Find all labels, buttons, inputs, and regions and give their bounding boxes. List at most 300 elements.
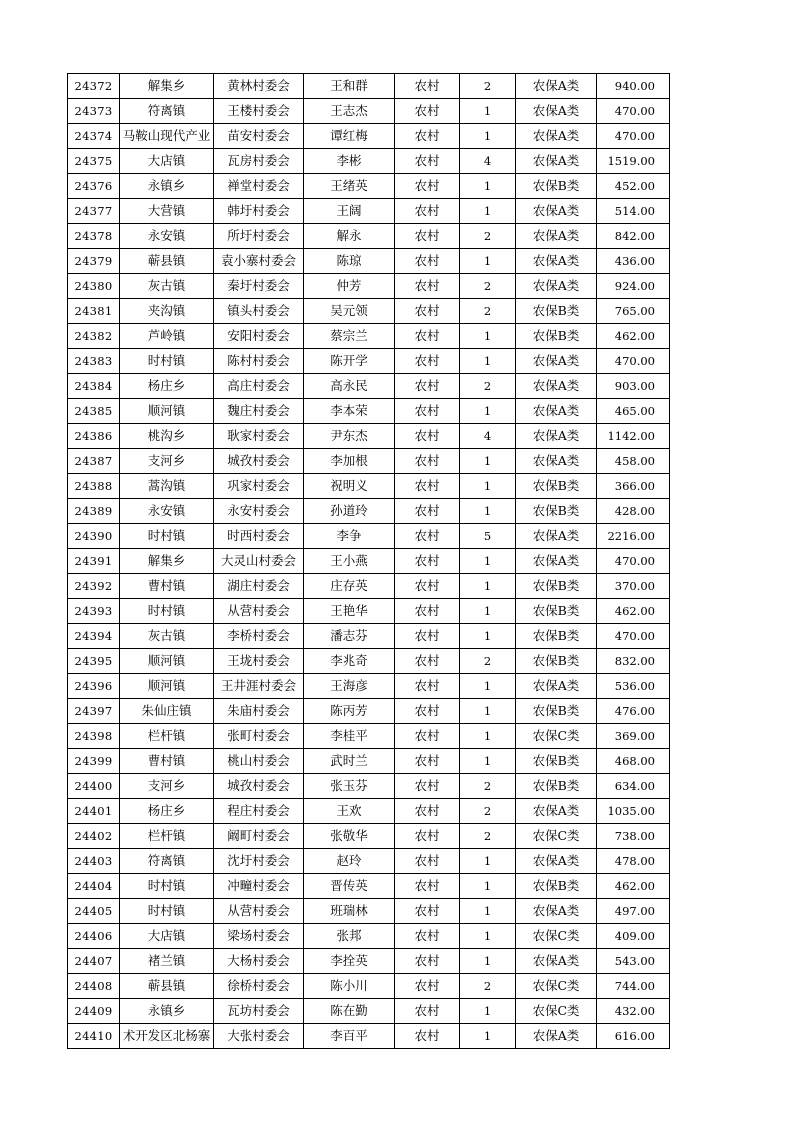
household-count-cell: 1: [460, 874, 516, 899]
table-row: [68, 849, 670, 874]
data-table: [67, 73, 670, 1049]
amount-cell: 436.00: [597, 249, 670, 274]
amount-cell: 468.00: [597, 749, 670, 774]
name-cell: 赵玲: [304, 849, 395, 874]
amount-cell: 369.00: [597, 724, 670, 749]
area-type-cell: 农村: [395, 174, 460, 199]
area-type-cell: 农村: [395, 774, 460, 799]
township-cell: 永安镇: [120, 499, 214, 524]
row-id-cell: 24384: [68, 374, 120, 399]
household-count-cell: 1: [460, 399, 516, 424]
insurance-class-cell: 农保A类: [516, 549, 597, 574]
household-count-cell: 1: [460, 1024, 516, 1049]
area-type-cell: 农村: [395, 699, 460, 724]
table-row: [68, 549, 670, 574]
table-row: [68, 399, 670, 424]
insurance-class-cell: 农保B类: [516, 624, 597, 649]
table-row: [68, 274, 670, 299]
row-id-cell: 24375: [68, 149, 120, 174]
amount-cell: 940.00: [597, 74, 670, 99]
township-cell: 时村镇: [120, 899, 214, 924]
village-cell: 安阳村委会: [214, 324, 304, 349]
name-cell: 蔡宗兰: [304, 324, 395, 349]
table-row: [68, 249, 670, 274]
row-id-cell: 24402: [68, 824, 120, 849]
row-id-cell: 24376: [68, 174, 120, 199]
township-cell: 永安镇: [120, 224, 214, 249]
household-count-cell: 1: [460, 199, 516, 224]
township-cell: 曹村镇: [120, 574, 214, 599]
household-count-cell: 4: [460, 149, 516, 174]
insurance-class-cell: 农保A类: [516, 199, 597, 224]
area-type-cell: 农村: [395, 74, 460, 99]
table-row: [68, 624, 670, 649]
insurance-class-cell: 农保A类: [516, 949, 597, 974]
name-cell: 李本荣: [304, 399, 395, 424]
row-id-cell: 24373: [68, 99, 120, 124]
table-row: [68, 599, 670, 624]
area-type-cell: 农村: [395, 974, 460, 999]
table-row: [68, 374, 670, 399]
amount-cell: 738.00: [597, 824, 670, 849]
amount-cell: 458.00: [597, 449, 670, 474]
insurance-class-cell: 农保A类: [516, 899, 597, 924]
name-cell: 张玉芬: [304, 774, 395, 799]
township-cell: 支河乡: [120, 449, 214, 474]
township-cell: 蕲县镇: [120, 974, 214, 999]
amount-cell: 470.00: [597, 549, 670, 574]
township-cell: 朱仙庄镇: [120, 699, 214, 724]
township-cell: 灰古镇: [120, 624, 214, 649]
table-row: [68, 449, 670, 474]
row-id-cell: 24386: [68, 424, 120, 449]
household-count-cell: 1: [460, 624, 516, 649]
village-cell: 李桥村委会: [214, 624, 304, 649]
row-id-cell: 24408: [68, 974, 120, 999]
row-id-cell: 24396: [68, 674, 120, 699]
household-count-cell: 1: [460, 849, 516, 874]
area-type-cell: 农村: [395, 274, 460, 299]
insurance-class-cell: 农保A类: [516, 424, 597, 449]
village-cell: 秦圩村委会: [214, 274, 304, 299]
table-row: [68, 1024, 670, 1049]
household-count-cell: 2: [460, 299, 516, 324]
amount-cell: 452.00: [597, 174, 670, 199]
township-cell: 顺河镇: [120, 399, 214, 424]
township-cell: 杨庄乡: [120, 799, 214, 824]
insurance-class-cell: 农保A类: [516, 399, 597, 424]
village-cell: 韩圩村委会: [214, 199, 304, 224]
table-row: [68, 699, 670, 724]
township-cell: 顺河镇: [120, 649, 214, 674]
village-cell: 桃山村委会: [214, 749, 304, 774]
name-cell: 孙道玲: [304, 499, 395, 524]
insurance-class-cell: 农保B类: [516, 774, 597, 799]
insurance-class-cell: 农保B类: [516, 699, 597, 724]
table-row: [68, 149, 670, 174]
household-count-cell: 1: [460, 174, 516, 199]
village-cell: 王楼村委会: [214, 99, 304, 124]
village-cell: 大灵山村委会: [214, 549, 304, 574]
amount-cell: 470.00: [597, 349, 670, 374]
row-id-cell: 24372: [68, 74, 120, 99]
name-cell: 李加根: [304, 449, 395, 474]
area-type-cell: 农村: [395, 949, 460, 974]
row-id-cell: 24401: [68, 799, 120, 824]
insurance-class-cell: 农保C类: [516, 824, 597, 849]
township-cell: 杨庄乡: [120, 374, 214, 399]
area-type-cell: 农村: [395, 99, 460, 124]
household-count-cell: 1: [460, 574, 516, 599]
area-type-cell: 农村: [395, 624, 460, 649]
area-type-cell: 农村: [395, 574, 460, 599]
row-id-cell: 24398: [68, 724, 120, 749]
township-cell: 褚兰镇: [120, 949, 214, 974]
insurance-class-cell: 农保A类: [516, 224, 597, 249]
row-id-cell: 24381: [68, 299, 120, 324]
household-count-cell: 1: [460, 449, 516, 474]
household-count-cell: 1: [460, 599, 516, 624]
name-cell: 高永民: [304, 374, 395, 399]
row-id-cell: 24382: [68, 324, 120, 349]
household-count-cell: 1: [460, 499, 516, 524]
area-type-cell: 农村: [395, 224, 460, 249]
insurance-class-cell: 农保B类: [516, 874, 597, 899]
name-cell: 陈在勤: [304, 999, 395, 1024]
village-cell: 耿家村委会: [214, 424, 304, 449]
household-count-cell: 2: [460, 224, 516, 249]
table-row: [68, 824, 670, 849]
table-row: [68, 874, 670, 899]
amount-cell: 462.00: [597, 599, 670, 624]
row-id-cell: 24410: [68, 1024, 120, 1049]
name-cell: 陈丙芳: [304, 699, 395, 724]
insurance-class-cell: 农保B类: [516, 574, 597, 599]
village-cell: 朱庙村委会: [214, 699, 304, 724]
village-cell: 禅堂村委会: [214, 174, 304, 199]
name-cell: 仲芳: [304, 274, 395, 299]
village-cell: 所圩村委会: [214, 224, 304, 249]
table-row: [68, 524, 670, 549]
area-type-cell: 农村: [395, 524, 460, 549]
name-cell: 王艳华: [304, 599, 395, 624]
township-cell: 蕲县镇: [120, 249, 214, 274]
table-body: [68, 74, 670, 1049]
row-id-cell: 24377: [68, 199, 120, 224]
amount-cell: 1035.00: [597, 799, 670, 824]
area-type-cell: 农村: [395, 149, 460, 174]
name-cell: 陈琼: [304, 249, 395, 274]
table-row: [68, 899, 670, 924]
area-type-cell: 农村: [395, 999, 460, 1024]
area-type-cell: 农村: [395, 724, 460, 749]
amount-cell: 903.00: [597, 374, 670, 399]
household-count-cell: 2: [460, 74, 516, 99]
table-row: [68, 499, 670, 524]
township-cell: 芦岭镇: [120, 324, 214, 349]
village-cell: 城孜村委会: [214, 449, 304, 474]
table-row: [68, 474, 670, 499]
table-row: [68, 74, 670, 99]
table-row: [68, 574, 670, 599]
village-cell: 湖庄村委会: [214, 574, 304, 599]
amount-cell: 924.00: [597, 274, 670, 299]
row-id-cell: 24387: [68, 449, 120, 474]
row-id-cell: 24394: [68, 624, 120, 649]
name-cell: 李彬: [304, 149, 395, 174]
village-cell: 徐桥村委会: [214, 974, 304, 999]
township-cell: 大店镇: [120, 149, 214, 174]
village-cell: 袁小寨村委会: [214, 249, 304, 274]
township-cell: 大店镇: [120, 924, 214, 949]
household-count-cell: 1: [460, 674, 516, 699]
township-cell: 栏杆镇: [120, 724, 214, 749]
row-id-cell: 24379: [68, 249, 120, 274]
area-type-cell: 农村: [395, 799, 460, 824]
area-type-cell: 农村: [395, 899, 460, 924]
amount-cell: 409.00: [597, 924, 670, 949]
amount-cell: 476.00: [597, 699, 670, 724]
township-cell: 栏杆镇: [120, 824, 214, 849]
name-cell: 吴元领: [304, 299, 395, 324]
insurance-class-cell: 农保B类: [516, 599, 597, 624]
area-type-cell: 农村: [395, 599, 460, 624]
village-cell: 大张村委会: [214, 1024, 304, 1049]
township-cell: 永镇乡: [120, 999, 214, 1024]
insurance-class-cell: 农保A类: [516, 274, 597, 299]
township-cell: 永镇乡: [120, 174, 214, 199]
insurance-class-cell: 农保B类: [516, 499, 597, 524]
area-type-cell: 农村: [395, 874, 460, 899]
township-cell: 时村镇: [120, 524, 214, 549]
name-cell: 王绪英: [304, 174, 395, 199]
row-id-cell: 24378: [68, 224, 120, 249]
household-count-cell: 1: [460, 249, 516, 274]
name-cell: 武时兰: [304, 749, 395, 774]
village-cell: 王井涯村委会: [214, 674, 304, 699]
area-type-cell: 农村: [395, 549, 460, 574]
amount-cell: 470.00: [597, 99, 670, 124]
village-cell: 程庄村委会: [214, 799, 304, 824]
insurance-class-cell: 农保B类: [516, 749, 597, 774]
township-cell: 支河乡: [120, 774, 214, 799]
township-cell: 时村镇: [120, 349, 214, 374]
row-id-cell: 24390: [68, 524, 120, 549]
row-id-cell: 24405: [68, 899, 120, 924]
village-cell: 高庄村委会: [214, 374, 304, 399]
table-row: [68, 224, 670, 249]
township-cell: 解集乡: [120, 74, 214, 99]
table-row: [68, 674, 670, 699]
name-cell: 陈小川: [304, 974, 395, 999]
insurance-class-cell: 农保A类: [516, 249, 597, 274]
table-row: [68, 199, 670, 224]
table-row: [68, 974, 670, 999]
name-cell: 潘志芬: [304, 624, 395, 649]
household-count-cell: 1: [460, 349, 516, 374]
row-id-cell: 24392: [68, 574, 120, 599]
insurance-class-cell: 农保B类: [516, 299, 597, 324]
amount-cell: 1142.00: [597, 424, 670, 449]
township-cell: 时村镇: [120, 599, 214, 624]
amount-cell: 543.00: [597, 949, 670, 974]
name-cell: 陈开学: [304, 349, 395, 374]
name-cell: 李拴英: [304, 949, 395, 974]
row-id-cell: 24388: [68, 474, 120, 499]
name-cell: 张敬华: [304, 824, 395, 849]
household-count-cell: 2: [460, 774, 516, 799]
township-cell: 解集乡: [120, 549, 214, 574]
name-cell: 谭红梅: [304, 124, 395, 149]
village-cell: 瓦坊村委会: [214, 999, 304, 1024]
table-row: [68, 324, 670, 349]
row-id-cell: 24380: [68, 274, 120, 299]
village-cell: 沈圩村委会: [214, 849, 304, 874]
name-cell: 王欢: [304, 799, 395, 824]
row-id-cell: 24383: [68, 349, 120, 374]
township-cell: 蒿沟镇: [120, 474, 214, 499]
household-count-cell: 4: [460, 424, 516, 449]
amount-cell: 462.00: [597, 324, 670, 349]
village-cell: 从营村委会: [214, 899, 304, 924]
row-id-cell: 24399: [68, 749, 120, 774]
table-row: [68, 799, 670, 824]
household-count-cell: 1: [460, 949, 516, 974]
township-cell: 顺河镇: [120, 674, 214, 699]
amount-cell: 536.00: [597, 674, 670, 699]
amount-cell: 470.00: [597, 124, 670, 149]
amount-cell: 616.00: [597, 1024, 670, 1049]
row-id-cell: 24395: [68, 649, 120, 674]
amount-cell: 470.00: [597, 624, 670, 649]
township-cell: 曹村镇: [120, 749, 214, 774]
amount-cell: 428.00: [597, 499, 670, 524]
row-id-cell: 24407: [68, 949, 120, 974]
insurance-class-cell: 农保B类: [516, 324, 597, 349]
amount-cell: 842.00: [597, 224, 670, 249]
amount-cell: 465.00: [597, 399, 670, 424]
insurance-class-cell: 农保A类: [516, 799, 597, 824]
row-id-cell: 24400: [68, 774, 120, 799]
household-count-cell: 2: [460, 274, 516, 299]
name-cell: 晋传英: [304, 874, 395, 899]
area-type-cell: 农村: [395, 399, 460, 424]
table-row: [68, 349, 670, 374]
row-id-cell: 24409: [68, 999, 120, 1024]
insurance-class-cell: 农保C类: [516, 999, 597, 1024]
name-cell: 王海彦: [304, 674, 395, 699]
village-cell: 镇头村委会: [214, 299, 304, 324]
name-cell: 王阔: [304, 199, 395, 224]
village-cell: 黄林村委会: [214, 74, 304, 99]
household-count-cell: 1: [460, 924, 516, 949]
insurance-class-cell: 农保A类: [516, 349, 597, 374]
name-cell: 尹东杰: [304, 424, 395, 449]
insurance-class-cell: 农保A类: [516, 674, 597, 699]
village-cell: 魏庄村委会: [214, 399, 304, 424]
insurance-class-cell: 农保B类: [516, 174, 597, 199]
name-cell: 王小燕: [304, 549, 395, 574]
insurance-class-cell: 农保A类: [516, 99, 597, 124]
name-cell: 王志杰: [304, 99, 395, 124]
household-count-cell: 1: [460, 549, 516, 574]
area-type-cell: 农村: [395, 374, 460, 399]
household-count-cell: 2: [460, 374, 516, 399]
township-cell: 符离镇: [120, 99, 214, 124]
village-cell: 王垅村委会: [214, 649, 304, 674]
village-cell: 张町村委会: [214, 724, 304, 749]
table-row: [68, 424, 670, 449]
area-type-cell: 农村: [395, 1024, 460, 1049]
village-cell: 永安村委会: [214, 499, 304, 524]
amount-cell: 370.00: [597, 574, 670, 599]
amount-cell: 1519.00: [597, 149, 670, 174]
area-type-cell: 农村: [395, 499, 460, 524]
household-count-cell: 1: [460, 749, 516, 774]
row-id-cell: 24406: [68, 924, 120, 949]
village-cell: 大杨村委会: [214, 949, 304, 974]
village-cell: 时西村委会: [214, 524, 304, 549]
area-type-cell: 农村: [395, 299, 460, 324]
insurance-class-cell: 农保B类: [516, 474, 597, 499]
table-row: [68, 724, 670, 749]
amount-cell: 765.00: [597, 299, 670, 324]
table-row: [68, 649, 670, 674]
township-cell: 桃沟乡: [120, 424, 214, 449]
amount-cell: 478.00: [597, 849, 670, 874]
name-cell: 祝明义: [304, 474, 395, 499]
name-cell: 王和群: [304, 74, 395, 99]
amount-cell: 497.00: [597, 899, 670, 924]
area-type-cell: 农村: [395, 649, 460, 674]
township-cell: 大营镇: [120, 199, 214, 224]
table-row: [68, 124, 670, 149]
table-row: [68, 774, 670, 799]
name-cell: 庄存英: [304, 574, 395, 599]
village-cell: 陈村村委会: [214, 349, 304, 374]
township-cell: 符离镇: [120, 849, 214, 874]
amount-cell: 744.00: [597, 974, 670, 999]
township-cell: 夹沟镇: [120, 299, 214, 324]
household-count-cell: 1: [460, 999, 516, 1024]
row-id-cell: 24374: [68, 124, 120, 149]
area-type-cell: 农村: [395, 349, 460, 374]
insurance-class-cell: 农保C类: [516, 724, 597, 749]
row-id-cell: 24397: [68, 699, 120, 724]
insurance-class-cell: 农保A类: [516, 1024, 597, 1049]
township-cell: 术开发区北杨寨: [120, 1024, 214, 1049]
amount-cell: 432.00: [597, 999, 670, 1024]
insurance-class-cell: 农保A类: [516, 149, 597, 174]
table-row: [68, 749, 670, 774]
household-count-cell: 1: [460, 724, 516, 749]
township-cell: 马鞍山现代产业: [120, 124, 214, 149]
amount-cell: 514.00: [597, 199, 670, 224]
area-type-cell: 农村: [395, 324, 460, 349]
area-type-cell: 农村: [395, 824, 460, 849]
household-count-cell: 5: [460, 524, 516, 549]
household-count-cell: 1: [460, 99, 516, 124]
name-cell: 李兆奇: [304, 649, 395, 674]
household-count-cell: 2: [460, 824, 516, 849]
table-row: [68, 299, 670, 324]
area-type-cell: 农村: [395, 124, 460, 149]
household-count-cell: 1: [460, 899, 516, 924]
village-cell: 梁场村委会: [214, 924, 304, 949]
household-count-cell: 2: [460, 799, 516, 824]
row-id-cell: 24404: [68, 874, 120, 899]
household-count-cell: 2: [460, 649, 516, 674]
